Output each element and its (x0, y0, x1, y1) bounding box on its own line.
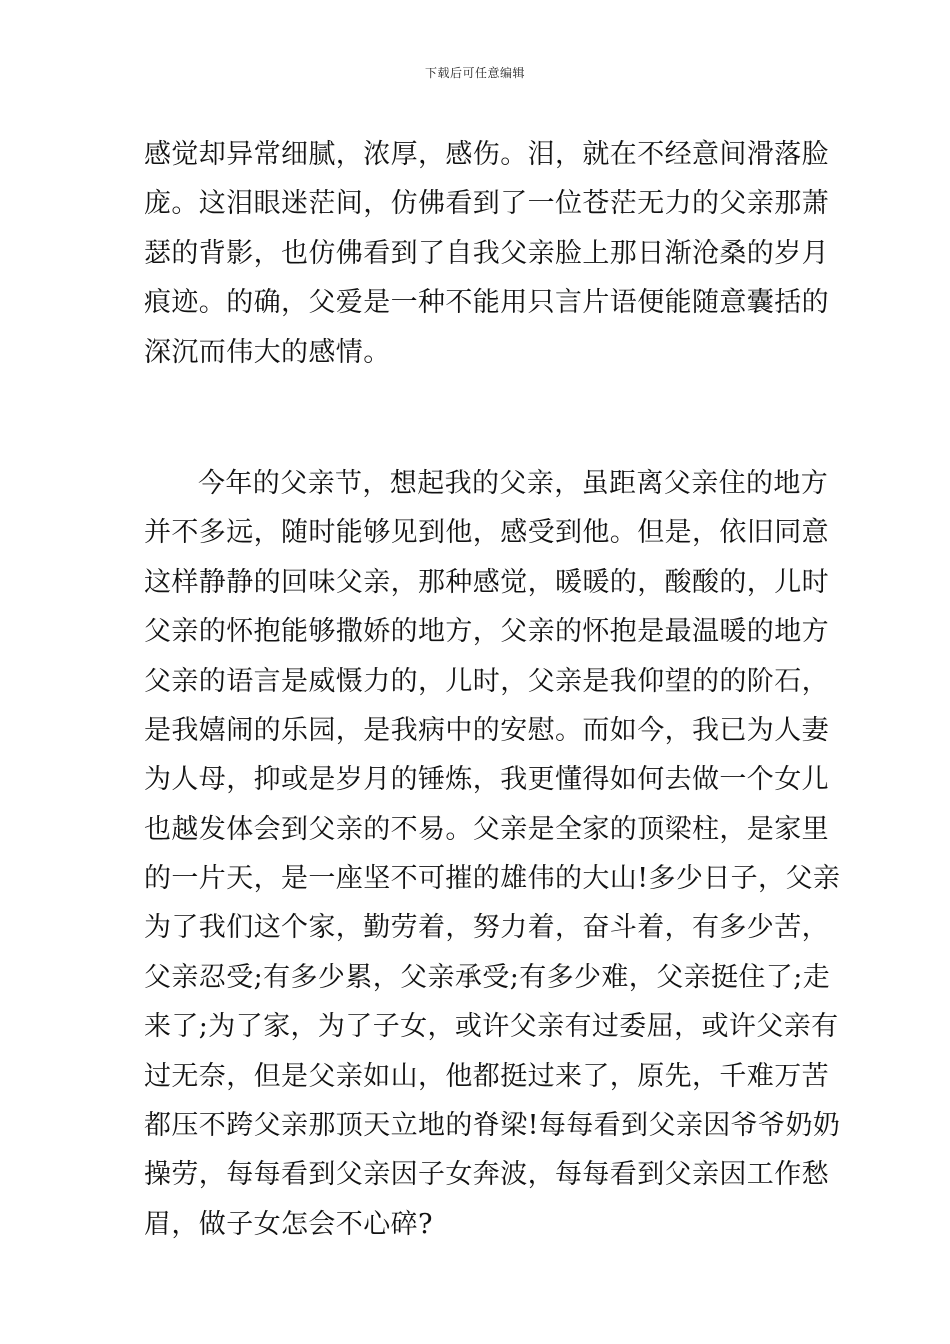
document-body (144, 130, 841, 1249)
text-line: 眉，做子女怎会不心碎? (144, 1208, 433, 1240)
text-line: 父亲的语言是威慑力的，儿时，父亲是我仰望的的阶石， (144, 665, 829, 697)
text-line: 操劳，每每看到父亲因子女奔波，每每看到父亲因工作愁 (144, 1159, 829, 1191)
text-line: 这样静静的回味父亲，那种感觉，暖暖的，酸酸的，儿时 (144, 566, 829, 598)
text-line: 父亲的怀抱能够撒娇的地方，父亲的怀抱是最温暖的地方 (144, 616, 829, 648)
text-line: 来了;为了家，为了子女，或许父亲有过委屈，或许父亲有 (144, 1011, 839, 1043)
text-line: 也越发体会到父亲的不易。父亲是全家的顶梁柱，是家里 (144, 813, 829, 845)
text-line: 的一片天，是一座坚不可摧的雄伟的大山!多少日子，父亲 (144, 863, 841, 895)
text-line: 深沉而伟大的感情。 (144, 336, 391, 368)
text-line: 父亲忍受;有多少累，父亲承受;有多少难，父亲挺住了;走 (144, 961, 831, 993)
paragraph-2 (144, 459, 841, 1249)
text-line: 庞。这泪眼迷茫间，仿佛看到了一位苍茫无力的父亲那萧 (144, 188, 829, 220)
text-line: 是我嬉闹的乐园，是我病中的安慰。而如今，我已为人妻 (144, 714, 829, 746)
text-line: 瑟的背影，也仿佛看到了自我父亲脸上那日渐沧桑的岁月 (144, 237, 829, 269)
text-line: 为了我们这个家，勤劳着，努力着，奋斗着，有多少苦， (144, 912, 829, 944)
paragraph-1 (144, 130, 829, 377)
page-header: 下载后可任意编辑 (424, 66, 525, 80)
text-line: 并不多远，随时能够见到他，感受到他。但是，依旧同意 (144, 517, 829, 549)
text-line: 过无奈，但是父亲如山，他都挺过来了，原先，千难万苦 (144, 1060, 829, 1092)
text-line: 感觉却异常细腻，浓厚，感伤。泪，就在不经意间滑落脸 (144, 139, 829, 170)
text-line: 都压不跨父亲那顶天立地的脊梁!每每看到父亲因爷爷奶奶 (144, 1110, 841, 1142)
text-line: 痕迹。的确，父爱是一种不能用只言片语便能随意囊括的 (144, 287, 829, 319)
text-line: 为人母，抑或是岁月的锤炼，我更懂得如何去做一个女儿 (144, 764, 829, 796)
text-line: 今年的父亲节，想起我的父亲，虽距离父亲住的地方 (198, 467, 829, 499)
paragraph-gap (144, 377, 808, 459)
